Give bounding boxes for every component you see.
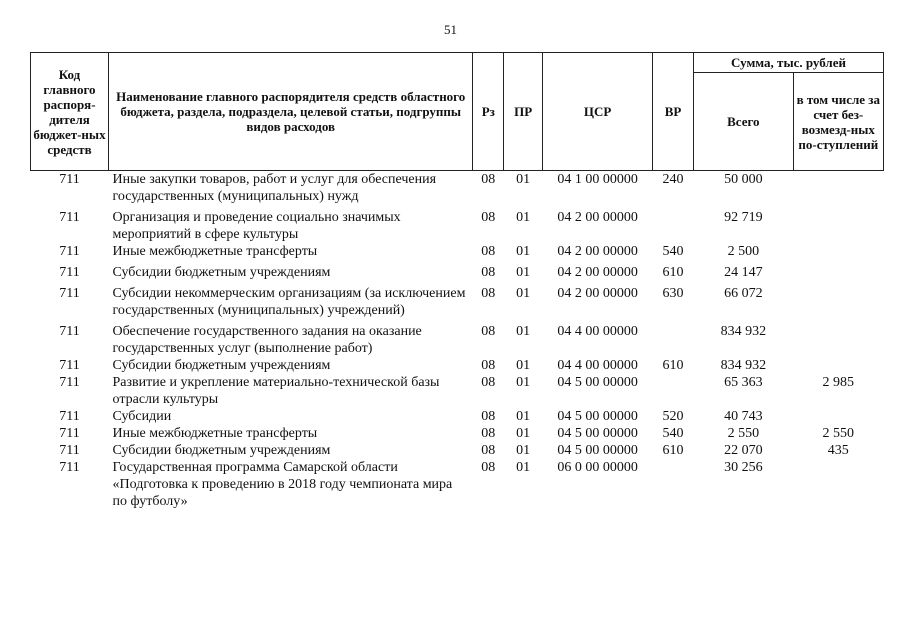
cell-total: 24 147 bbox=[724, 265, 763, 280]
header-code: Код главного распоря-дителя бюджет-ных средств bbox=[31, 53, 109, 171]
cell-bezv bbox=[793, 408, 883, 425]
cell-bezv: 2 550 bbox=[822, 426, 855, 441]
cell-code: 711 bbox=[59, 358, 80, 373]
cell-name: Субсидии bbox=[112, 409, 172, 424]
cell-vr: 520 bbox=[662, 409, 684, 424]
cell-csr: 04 5 00 00000 bbox=[557, 375, 638, 390]
cell-vr: 610 bbox=[662, 443, 684, 458]
cell-total: 66 072 bbox=[724, 286, 763, 301]
cell-pr: 01 bbox=[516, 358, 531, 373]
table-row bbox=[31, 260, 884, 281]
header-pr: ПР bbox=[504, 53, 543, 171]
table-row bbox=[31, 425, 884, 442]
cell-rz: 08 bbox=[481, 409, 496, 424]
cell-total: 50 000 bbox=[724, 172, 763, 187]
cell-code: 711 bbox=[59, 210, 80, 225]
cell-rz: 08 bbox=[481, 426, 496, 441]
cell-rz: 08 bbox=[481, 286, 496, 301]
cell-vr bbox=[653, 459, 694, 510]
cell-pr: 01 bbox=[516, 210, 531, 225]
cell-rz: 08 bbox=[481, 172, 496, 187]
cell-pr: 01 bbox=[516, 172, 531, 187]
cell-vr: 610 bbox=[662, 265, 684, 280]
cell-csr: 04 4 00 00000 bbox=[557, 324, 638, 339]
cell-code: 711 bbox=[59, 460, 80, 475]
cell-code: 711 bbox=[59, 286, 80, 301]
cell-code: 711 bbox=[59, 172, 80, 187]
cell-rz: 08 bbox=[481, 324, 496, 339]
cell-vr: 610 bbox=[662, 358, 684, 373]
cell-csr: 04 2 00 00000 bbox=[557, 210, 638, 225]
cell-pr: 01 bbox=[516, 244, 531, 259]
cell-csr: 04 2 00 00000 bbox=[557, 286, 638, 301]
cell-code: 711 bbox=[59, 409, 80, 424]
table-row bbox=[31, 205, 884, 243]
cell-rz: 08 bbox=[481, 244, 496, 259]
cell-code: 711 bbox=[59, 426, 80, 441]
cell-bezv bbox=[793, 281, 883, 319]
table-row bbox=[31, 408, 884, 425]
cell-csr: 04 2 00 00000 bbox=[557, 265, 638, 280]
cell-name: Иные межбюджетные трансферты bbox=[112, 426, 318, 441]
cell-total: 834 932 bbox=[720, 358, 767, 373]
cell-csr: 04 4 00 00000 bbox=[557, 358, 638, 373]
cell-total: 2 500 bbox=[727, 244, 760, 259]
cell-pr: 01 bbox=[516, 460, 531, 475]
table-row bbox=[31, 171, 884, 206]
cell-code: 711 bbox=[59, 375, 80, 390]
cell-bezv bbox=[793, 171, 883, 206]
cell-code: 711 bbox=[59, 265, 80, 280]
cell-vr: 630 bbox=[662, 286, 684, 301]
table-row bbox=[31, 459, 884, 510]
cell-vr: 540 bbox=[662, 244, 684, 259]
header-sum-group: Сумма, тыс. рублей bbox=[694, 53, 884, 73]
cell-total: 22 070 bbox=[724, 443, 763, 458]
table-row bbox=[31, 357, 884, 374]
cell-name: Развитие и укрепление материально-технической базы отрасли культуры bbox=[112, 375, 440, 407]
cell-total: 30 256 bbox=[724, 460, 763, 475]
header-vr: ВР bbox=[653, 53, 694, 171]
table-body bbox=[31, 171, 884, 511]
table-row bbox=[31, 442, 884, 459]
cell-total: 834 932 bbox=[720, 324, 767, 339]
cell-rz: 08 bbox=[481, 375, 496, 390]
cell-csr: 04 2 00 00000 bbox=[557, 244, 638, 259]
cell-rz: 08 bbox=[481, 358, 496, 373]
cell-bezv bbox=[793, 319, 883, 357]
cell-vr: 540 bbox=[662, 426, 684, 441]
header-name: Наименование главного распорядителя средств областного бюджета, раздела, подраздела, целевой статьи, подгруппы видов расходов bbox=[109, 53, 473, 171]
cell-bezv bbox=[793, 459, 883, 510]
header-total: Всего bbox=[694, 73, 794, 171]
cell-vr bbox=[653, 319, 694, 357]
page-number: 51 bbox=[444, 22, 457, 37]
cell-pr: 01 bbox=[516, 426, 531, 441]
cell-csr: 04 5 00 00000 bbox=[557, 426, 638, 441]
cell-bezv bbox=[793, 243, 883, 260]
cell-bezv bbox=[793, 260, 883, 281]
cell-vr bbox=[653, 205, 694, 243]
cell-name: Субсидии бюджетным учреждениям bbox=[112, 358, 331, 373]
table-row bbox=[31, 243, 884, 260]
cell-vr: 240 bbox=[662, 172, 684, 187]
cell-pr: 01 bbox=[516, 324, 531, 339]
cell-name: Субсидии бюджетным учреждениям bbox=[112, 265, 331, 280]
cell-pr: 01 bbox=[516, 443, 531, 458]
cell-total: 92 719 bbox=[724, 210, 763, 225]
cell-name: Государственная программа Самарской области «Подготовка к проведению в 2018 году чемпионата мира по футболу» bbox=[112, 460, 453, 509]
cell-bezv bbox=[793, 357, 883, 374]
cell-name: Иные закупки товаров, работ и услуг для обеспечения государственных (муниципальных) нужд bbox=[112, 172, 437, 204]
cell-total: 40 743 bbox=[724, 409, 763, 424]
budget-table bbox=[30, 52, 884, 510]
cell-bezv bbox=[793, 205, 883, 243]
cell-name: Обеспечение государственного задания на оказание государственных услуг (выполнение работ) bbox=[112, 324, 422, 356]
cell-pr: 01 bbox=[516, 265, 531, 280]
cell-total: 2 550 bbox=[727, 426, 760, 441]
header-bezv: в том числе за счет без-возмезд-ных по-ступлений bbox=[793, 73, 883, 171]
cell-name: Организация и проведение социально значимых мероприятий в сфере культуры bbox=[112, 210, 401, 242]
cell-csr: 04 5 00 00000 bbox=[557, 443, 638, 458]
cell-csr: 04 5 00 00000 bbox=[557, 409, 638, 424]
cell-name: Иные межбюджетные трансферты bbox=[112, 244, 318, 259]
cell-pr: 01 bbox=[516, 409, 531, 424]
cell-rz: 08 bbox=[481, 265, 496, 280]
table-row bbox=[31, 319, 884, 357]
cell-rz: 08 bbox=[481, 460, 496, 475]
header-rz: Рз bbox=[473, 53, 504, 171]
cell-rz: 08 bbox=[481, 210, 496, 225]
cell-total: 65 363 bbox=[724, 375, 763, 390]
cell-name: Субсидии некоммерческим организациям (за исключением государственных (муниципальных) учреждений) bbox=[112, 286, 466, 318]
cell-rz: 08 bbox=[481, 443, 496, 458]
cell-csr: 04 1 00 00000 bbox=[557, 172, 638, 187]
cell-bezv: 435 bbox=[827, 443, 849, 458]
table-header bbox=[31, 53, 884, 171]
table-row bbox=[31, 281, 884, 319]
cell-code: 711 bbox=[59, 244, 80, 259]
cell-csr: 06 0 00 00000 bbox=[557, 460, 638, 475]
cell-name: Субсидии бюджетным учреждениям bbox=[112, 443, 331, 458]
cell-code: 711 bbox=[59, 443, 80, 458]
header-csr: ЦСР bbox=[543, 53, 653, 171]
table-row bbox=[31, 374, 884, 408]
cell-vr bbox=[653, 374, 694, 408]
cell-code: 711 bbox=[59, 324, 80, 339]
cell-pr: 01 bbox=[516, 375, 531, 390]
cell-pr: 01 bbox=[516, 286, 531, 301]
cell-bezv: 2 985 bbox=[822, 375, 855, 390]
